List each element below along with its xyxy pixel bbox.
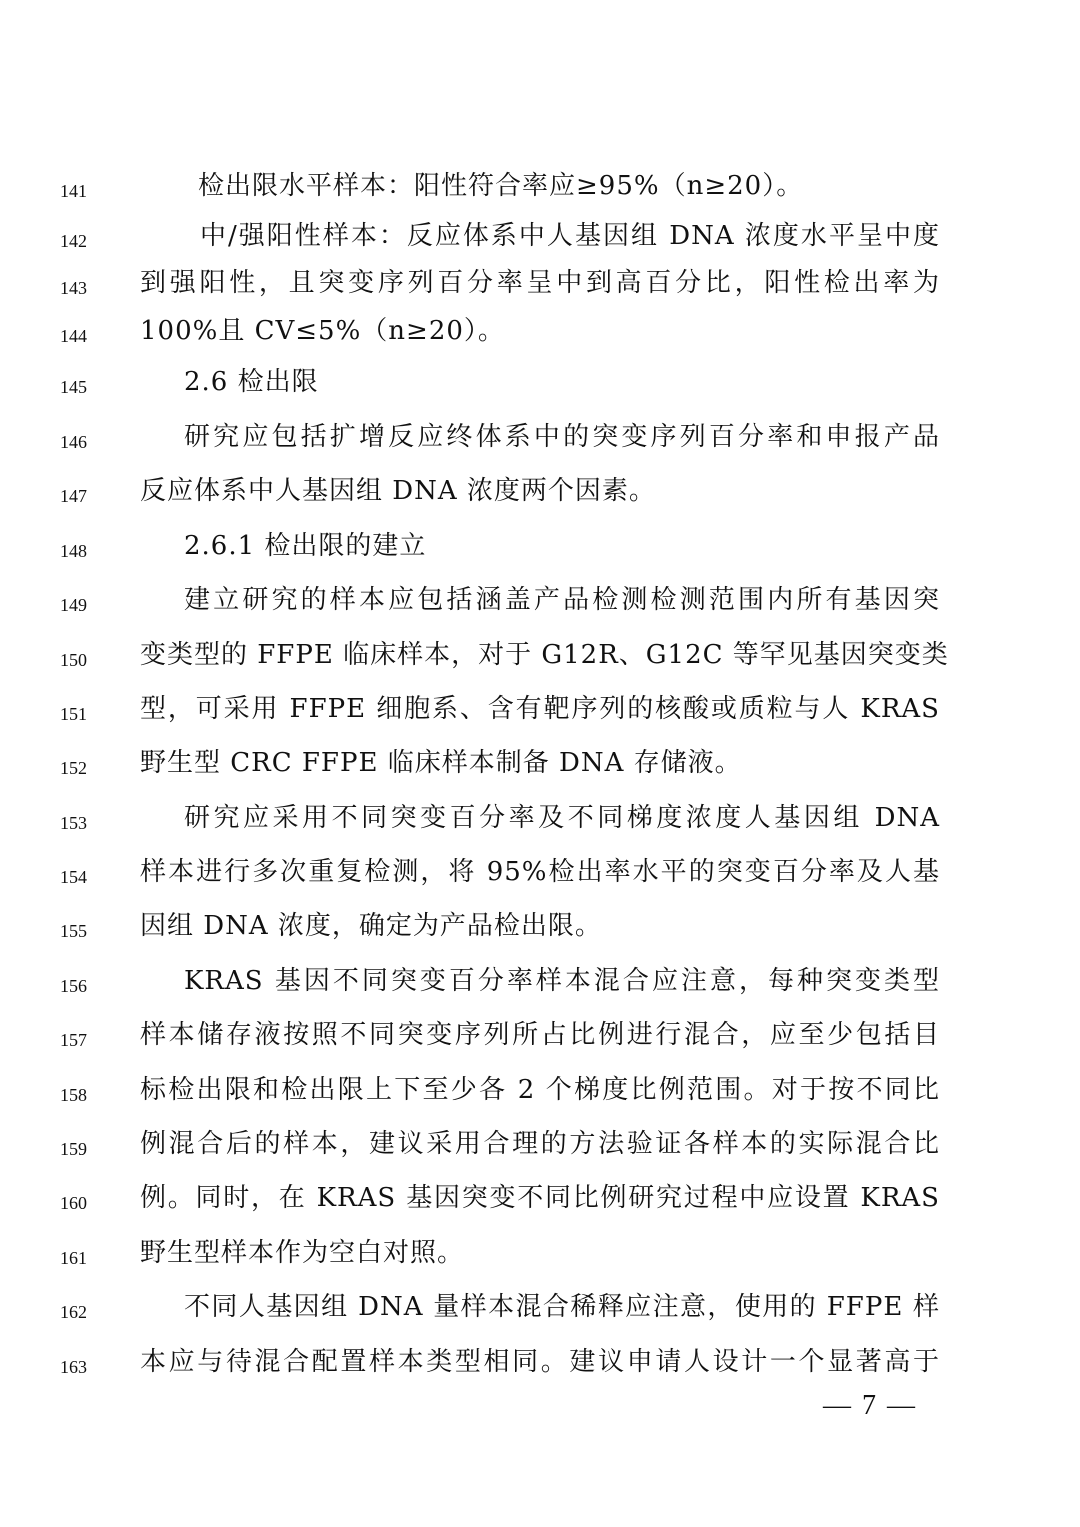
line-text: 例。同时，在 KRAS 基因突变不同比例研究过程中应设置 KRAS [140,1183,940,1213]
line-number: 158 [60,1085,87,1105]
text-line [0,906,1080,946]
line-text: 型，可采用 FFPE 细胞系、含有靶序列的核酸或质粒与人 KRAS [140,694,940,724]
text-line [0,1178,1080,1218]
text-line [0,798,1080,838]
text-line [0,1233,1080,1273]
text-line [0,471,1080,511]
line-number: 157 [60,1030,87,1050]
line-number: 159 [60,1139,87,1159]
line-number: 141 [60,181,87,201]
text-line [0,417,1080,457]
text-line [0,689,1080,729]
line-text: 野生型样本作为空白对照。 [140,1238,465,1268]
text-line [0,1124,1080,1164]
line-text: 野生型 CRC FFPE 临床样本制备 DNA 存储液。 [140,748,742,778]
line-number: 163 [60,1357,87,1377]
page-number: — 7 — [823,1390,917,1421]
text-line [0,263,1080,303]
line-number: 161 [60,1248,87,1268]
line-text: 反应体系中人基因组 DNA 浓度两个因素。 [140,476,656,506]
line-number: 152 [60,758,87,778]
subsection-heading: 2.6.1 检出限的建立 [184,531,427,561]
line-text: KRAS 基因不同突变百分率样本混合应注意，每种突变类型 [184,966,940,996]
line-number: 153 [60,813,87,833]
line-number: 148 [60,541,87,561]
line-number: 150 [60,650,87,670]
line-text: 中/强阳性样本：反应体系中人基因组 DNA 浓度水平呈中度 [200,221,940,251]
line-text: 研究应采用不同突变百分率及不同梯度浓度人基因组 DNA [184,803,940,833]
line-text: 检出限水平样本：阳性符合率应≥95%（n≥20）。 [198,171,804,201]
line-number: 149 [60,595,87,615]
text-line [0,852,1080,892]
line-text: 不同人基因组 DNA 量样本混合稀释应注意，使用的 FFPE 样 [184,1292,940,1322]
line-text: 建立研究的样本应包括涵盖产品检测检测范围内所有基因突 [184,585,940,615]
line-number: 156 [60,976,87,996]
text-line [0,216,1080,256]
line-number: 145 [60,377,87,397]
line-number: 162 [60,1302,87,1322]
line-number: 143 [60,278,87,298]
text-line [0,1287,1080,1327]
text-line [0,635,1080,675]
line-text: 到强阳性，且突变序列百分率呈中到高百分比，阳性检出率为 [140,268,940,298]
line-text: 因组 DNA 浓度，确定为产品检出限。 [140,911,602,941]
line-text: 样本进行多次重复检测，将 95%检出率水平的突变百分率及人基 [140,857,940,887]
line-text: 研究应包括扩增反应终体系中的突变序列百分率和申报产品 [184,422,940,452]
line-text: 变类型的 FFPE 临床样本，对于 G12R、G12C 等罕见基因突变类 [140,640,949,670]
text-line [0,961,1080,1001]
text-line [0,1070,1080,1110]
text-line [0,743,1080,783]
line-text: 100%且 CV≤5%（n≥20）。 [140,316,505,346]
line-number: 155 [60,921,87,941]
line-number: 154 [60,867,87,887]
text-line [0,311,1080,351]
text-line [0,580,1080,620]
line-text: 例混合后的样本，建议采用合理的方法验证各样本的实际混合比 [140,1129,940,1159]
line-text: 标检出限和检出限上下至少各 2 个梯度比例范围。对于按不同比 [140,1075,940,1105]
section-heading: 2.6 检出限 [184,367,319,397]
line-number: 160 [60,1193,87,1213]
line-number: 147 [60,486,87,506]
line-number: 146 [60,432,87,452]
text-line [0,166,1080,206]
text-line [0,1342,1080,1382]
line-number: 142 [60,231,87,251]
line-text: 本应与待混合配置样本类型相同。建议申请人设计一个显著高于 [140,1347,940,1377]
line-number: 144 [60,326,87,346]
text-line [0,1015,1080,1055]
section-heading-line [0,362,1080,402]
line-number: 151 [60,704,87,724]
section-heading-line [0,526,1080,566]
line-text: 样本储存液按照不同突变序列所占比例进行混合，应至少包括目 [140,1020,940,1050]
